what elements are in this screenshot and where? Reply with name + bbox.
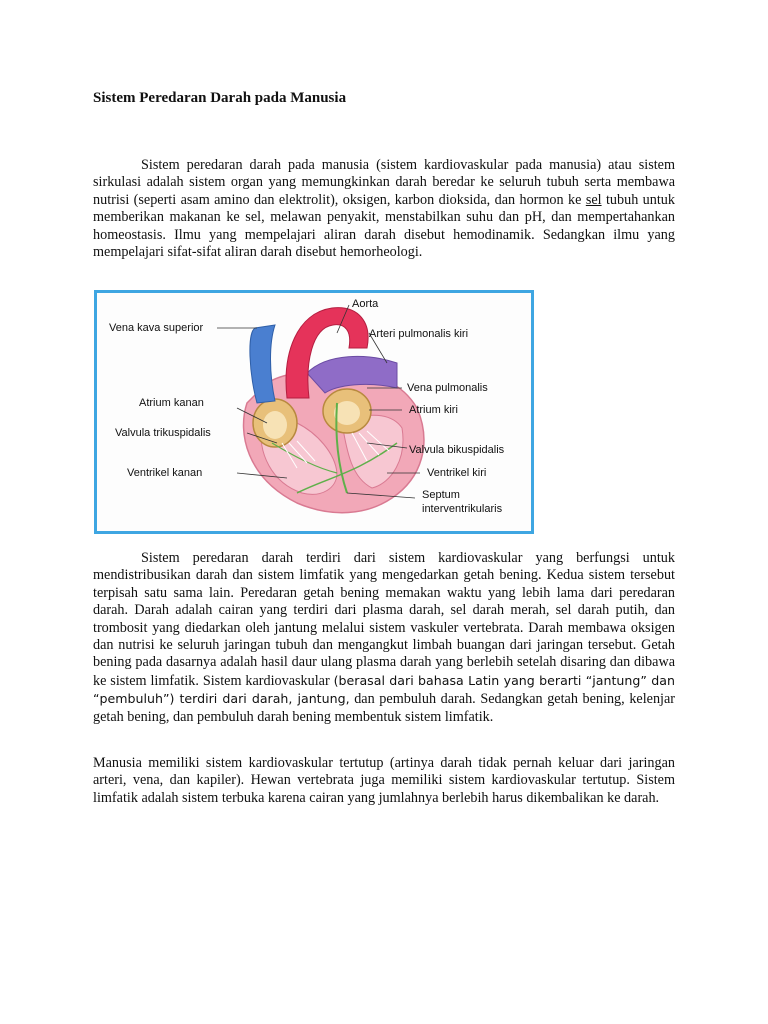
label-vena-pulmonalis: Vena pulmonalis — [407, 382, 488, 394]
label-atrium-kanan: Atrium kanan — [139, 397, 204, 409]
document-title: Sistem Peredaran Darah pada Manusia — [93, 90, 347, 106]
paragraph-intro — [93, 157, 675, 261]
paragraph-intro-text-2: tubuh untuk memberikan makanan ke sel, melawan penyakit, menstabilkan suhu dan pH, dan mempertahankan homeostasis. Ilmu yang mempelajari aliran darah disebut hemodinamik. Sedangkan ilmu yang mempelajari sifat-sifat aliran darah disebut hemorheologi. — [93, 191, 675, 261]
label-septum-interventrikularis: interventrikularis — [422, 503, 503, 515]
heart-diagram — [94, 290, 534, 534]
paragraph-circulation — [93, 550, 675, 726]
paragraph-closed-system: Manusia memiliki sistem kardiovaskular tertutup (artinya darah tidak pernah keluar dari jaringan arteri, vena, dan kapiler). Hewan vertebrata juga memiliki sistem kardiovaskular tertutup. Sistem limfatik adalah sistem terbuka karena cairan yang jumlahnya berlebih harus dikembalikan ke darah. — [93, 755, 675, 806]
label-ventrikel-kiri: Ventrikel kiri — [427, 467, 487, 479]
paragraph-circulation-text-3: dan pembuluh darah. Sedangkan getah bening, kelenjar getah bening, dan pembuluh darah bening membentuk sistem limfatik. — [93, 691, 676, 725]
link-sel[interactable]: sel — [585, 191, 602, 208]
paragraph-intro-text-1: Sistem peredaran darah pada manusia (sistem kardiovaskular pada manusia) atau sistem sirkulasi adalah sistem organ yang memungkinkan darah beredar ke seluruh tubuh serta membawa nutrisi (seperti asam amino dan elektrolit), oksigen, karbon dioksida, dan hormon ke — [93, 157, 675, 208]
heart-illustration — [97, 293, 531, 531]
vena-kava-shape — [250, 325, 275, 403]
paragraph-circulation-text-1: Sistem peredaran darah terdiri dari sistem kardiovaskular yang berfungsi untuk mendistribusikan darah dan sistem limfatik yang mengedarkan getah bening. Kedua sistem tersebut terpisah satu sama lain. Peredaran getah bening memakan waktu yang lebih lama dari peredaran darah. Darah adalah cairan yang terdiri dari plasma darah, sel darah merah, sel darah putih, dan trombosit yang diedarkan oleh jantung melalui sistem vaskuler vertebrata. Darah membawa oksigen dan nutrisi ke seluruh jaringan tubuh dan mengangkut limbah buangan dari jaringan tersebut. Getah bening pada dasarnya adalah hasil daur ulang plasma darah yang berlebih setelah disaring dan dibawa ke sistem limfatik. Sistem kardiovaskular — [93, 550, 675, 689]
label-ventrikel-kanan: Ventrikel kanan — [127, 467, 203, 479]
label-arteri-pulmonalis: Arteri pulmonalis kiri — [369, 328, 469, 340]
label-valvula-trikuspidalis: Valvula trikuspidalis — [115, 427, 211, 439]
paragraph-circulation-text-2: (berasal dari bahasa Latin yang berarti “jantung” dan “pembuluh”) terdiri dari darah, jantung, — [93, 672, 675, 707]
label-valvula-bikuspidalis: Valvula bikuspidalis — [409, 444, 505, 456]
label-septum: Septum — [422, 489, 460, 501]
label-atrium-kiri: Atrium kiri — [409, 404, 458, 416]
label-vena-kava: Vena kava superior — [109, 322, 204, 334]
label-aorta: Aorta — [352, 298, 379, 310]
